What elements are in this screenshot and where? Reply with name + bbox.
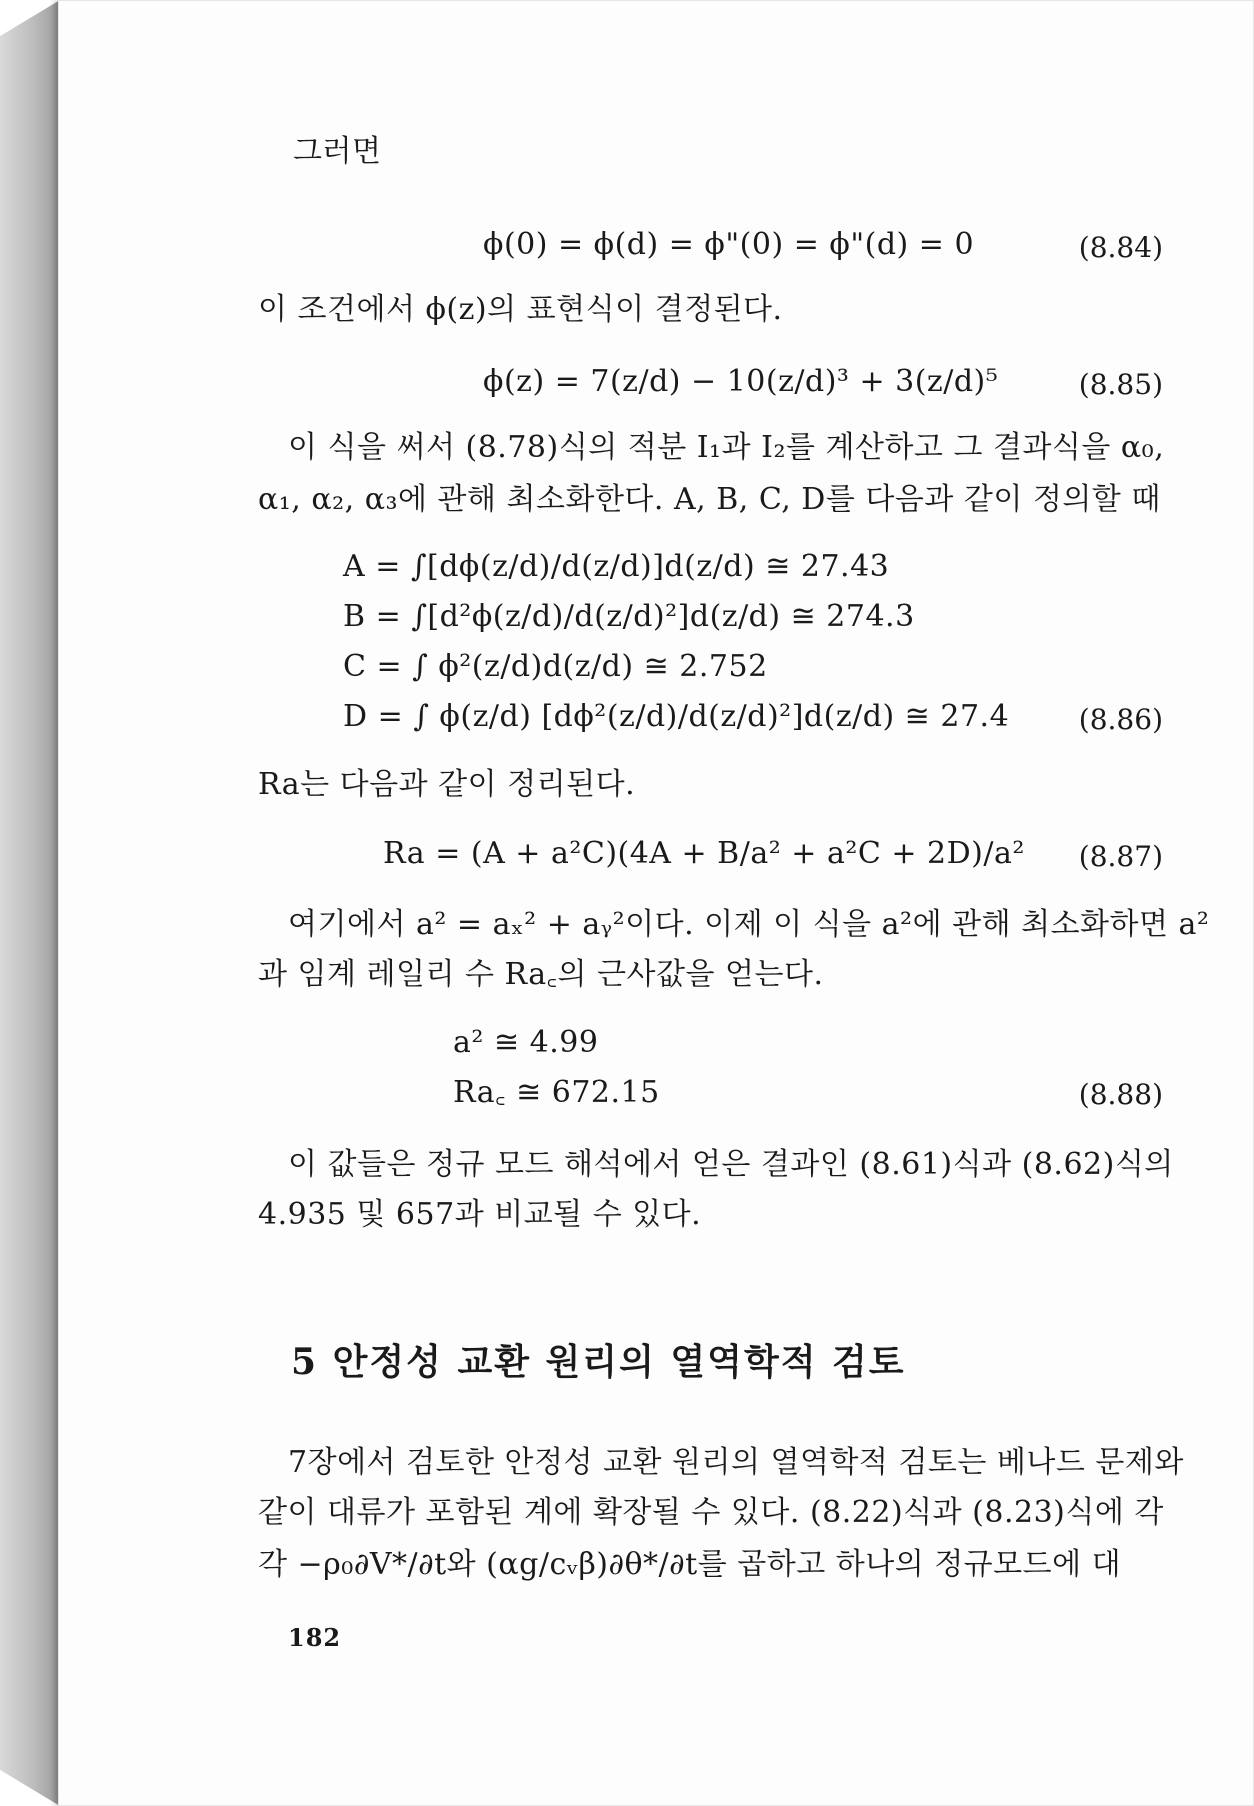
page-number: 182 (288, 1623, 342, 1652)
equation-d-definition: D = ∫ ϕ(z/d) [dϕ²(z/d)/d(z/d)²]d(z/d) ≅ 27.4 (343, 699, 1010, 734)
equation-a-squared: a² ≅ 4.99 (453, 1025, 599, 1060)
text-line-21: 각 −ρ₀∂V*/∂t와 (αg/cᵥβ)∂θ*/∂t를 곱하고 하나의 정규모드에 대 (258, 1547, 1122, 1582)
book-page (58, 0, 1254, 1806)
equation-8-85: ϕ(z) = 7(z/d) − 10(z/d)³ + 3(z/d)⁵ (483, 364, 999, 399)
equation-number: (8.86) (1078, 703, 1163, 736)
equation-number: (8.87) (1078, 840, 1163, 873)
text-line-14: 과 임계 레일리 수 Ra꜀의 근사값을 얻는다. (258, 957, 824, 992)
equation-8-87: Ra = (A + a²C)(4A + B/a² + a²C + 2D)/a² (383, 836, 1025, 871)
equation-8-84: ϕ(0) = ϕ(d) = ϕ"(0) = ϕ"(d) = 0 (483, 227, 975, 262)
book-spine-edge (0, 0, 60, 1806)
text-line-17: 이 값들은 정규 모드 해석에서 얻은 결과인 (8.61)식과 (8.62)식의 (288, 1147, 1174, 1182)
section-heading: 5 안정성 교환 원리의 열역학적 검토 (291, 1341, 906, 1383)
equation-ra-critical: Ra꜀ ≅ 672.15 (453, 1075, 660, 1110)
equation-number: (8.84) (1078, 231, 1163, 264)
equation-number: (8.88) (1078, 1078, 1163, 1111)
text-line-11: Ra는 다음과 같이 정리된다. (258, 767, 636, 802)
text-line-1: 그러면 (293, 134, 382, 169)
equation-c-definition: C = ∫ ϕ²(z/d)d(z/d) ≅ 2.752 (343, 649, 768, 684)
equation-b-definition: B = ∫[d²ϕ(z/d)/d(z/d)²]d(z/d) ≅ 274.3 (343, 599, 915, 634)
text-line-3: 이 조건에서 ϕ(z)의 표현식이 결정된다. (258, 292, 783, 327)
text-line-5: 이 식을 써서 (8.78)식의 적분 I₁과 I₂를 계산하고 그 결과식을 α₀, (288, 430, 1165, 465)
text-line-13: 여기에서 a² = aₓ² + aᵧ²이다. 이제 이 식을 a²에 관해 최소화하면 a² (288, 907, 1210, 942)
equation-number: (8.85) (1078, 368, 1163, 401)
text-line-6: α₁, α₂, α₃에 관해 최소화한다. A, B, C, D를 다음과 같이 정의할 때 (258, 482, 1161, 517)
text-line-19: 7장에서 검토한 안정성 교환 원리의 열역학적 검토는 베나드 문제와 (288, 1445, 1184, 1480)
equation-a-definition: A = ∫[dϕ(z/d)/d(z/d)]d(z/d) ≅ 27.43 (343, 549, 890, 584)
text-line-18: 4.935 및 657과 비교될 수 있다. (258, 1197, 702, 1232)
text-line-20: 같이 대류가 포함된 계에 확장될 수 있다. (8.22)식과 (8.23)식에 각 (258, 1495, 1164, 1530)
